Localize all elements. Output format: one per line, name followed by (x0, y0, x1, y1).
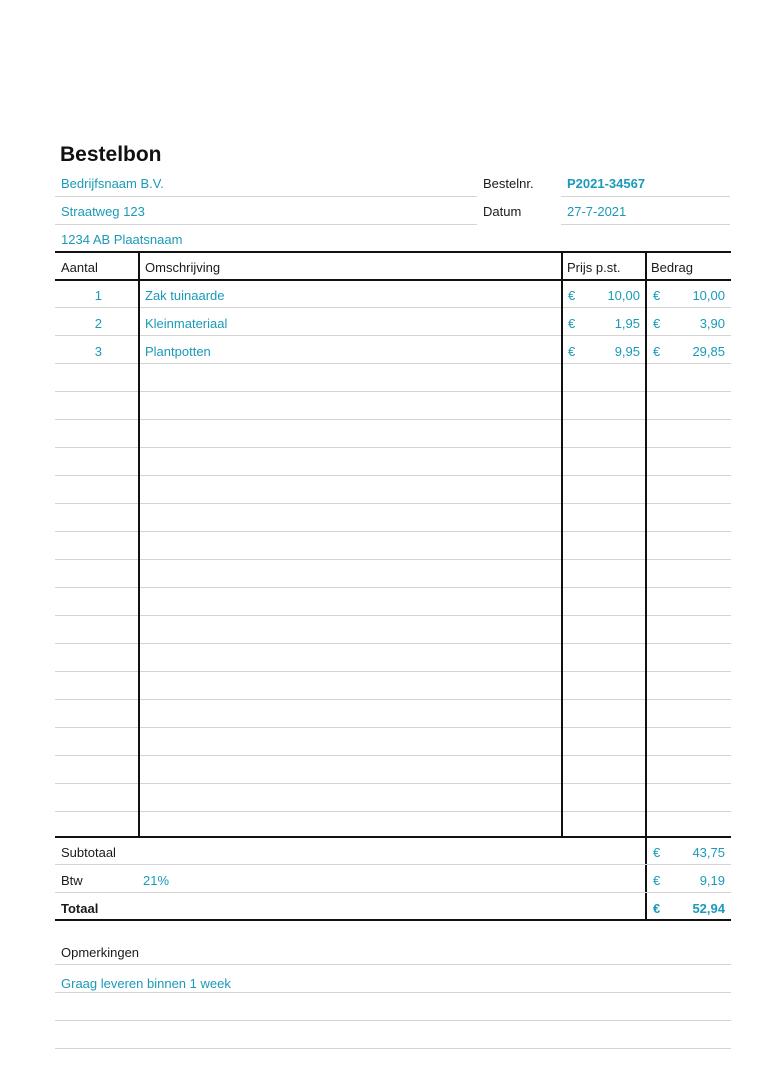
row-separator (55, 699, 731, 700)
currency-symbol: € (653, 288, 661, 303)
row-amount: 29,85 (692, 344, 725, 359)
row-separator (55, 671, 731, 672)
row-price: 9,95 (614, 344, 640, 359)
table-top-border (55, 251, 731, 253)
row-separator (55, 447, 731, 448)
table-header-border (55, 279, 731, 281)
row-description: Zak tuinaarde (145, 288, 225, 303)
divider (55, 892, 731, 893)
column-header-qty: Aantal (61, 260, 98, 275)
currency-symbol: € (653, 344, 661, 359)
row-separator (55, 307, 731, 308)
vat-label: Btw (61, 873, 83, 888)
company-street: Straatweg 123 (61, 204, 145, 219)
divider (55, 1048, 731, 1049)
column-border (561, 251, 563, 836)
row-qty: 1 (94, 288, 102, 303)
order-number-label: Bestelnr. (483, 176, 534, 191)
subtotal-label: Subtotaal (61, 845, 116, 860)
currency-symbol: € (653, 316, 661, 331)
row-separator (55, 559, 731, 560)
totals-bottom-border (55, 919, 731, 921)
totals-top-border (55, 836, 731, 838)
row-separator (55, 391, 731, 392)
column-border (645, 251, 647, 920)
currency-symbol: € (568, 288, 576, 303)
divider (55, 964, 731, 965)
row-separator (55, 783, 731, 784)
company-name: Bedrijfsnaam B.V. (61, 176, 164, 191)
total-value: 52,94 (692, 901, 725, 916)
currency-symbol: € (653, 873, 661, 888)
row-description: Kleinmateriaal (145, 316, 228, 331)
row-amount: 3,90 (699, 316, 725, 331)
total-label: Totaal (61, 901, 99, 916)
company-city: 1234 AB Plaatsnaam (61, 232, 183, 247)
row-separator (55, 755, 731, 756)
row-amount: 10,00 (692, 288, 725, 303)
row-separator (55, 335, 731, 336)
divider (561, 196, 730, 197)
vat-value: 9,19 (699, 873, 725, 888)
row-description: Plantpotten (145, 344, 211, 359)
remarks-text: Graag leveren binnen 1 week (61, 976, 231, 991)
row-separator (55, 587, 731, 588)
row-separator (55, 811, 731, 812)
row-price: 10,00 (607, 288, 640, 303)
row-separator (55, 503, 731, 504)
order-number-value: P2021-34567 (567, 176, 646, 191)
currency-symbol: € (568, 344, 576, 359)
row-qty: 3 (94, 344, 102, 359)
column-header-description: Omschrijving (145, 260, 221, 275)
row-separator (55, 531, 731, 532)
row-separator (55, 727, 731, 728)
row-qty: 2 (94, 316, 102, 331)
row-separator (55, 475, 731, 476)
divider (55, 992, 731, 993)
divider (561, 224, 730, 225)
date-value: 27-7-2021 (567, 204, 627, 219)
row-separator (55, 643, 731, 644)
divider (55, 224, 477, 225)
subtotal-value: 43,75 (692, 845, 725, 860)
remarks-label: Opmerkingen (61, 945, 140, 960)
row-separator (55, 615, 731, 616)
document-title: Bestelbon (60, 143, 162, 166)
column-border (138, 251, 140, 836)
row-price: 1,95 (614, 316, 640, 331)
vat-rate: 21% (143, 873, 170, 888)
row-separator (55, 419, 731, 420)
currency-symbol: € (653, 901, 661, 916)
column-header-amount: Bedrag (651, 260, 693, 275)
divider (55, 864, 731, 865)
currency-symbol: € (653, 845, 661, 860)
currency-symbol: € (568, 316, 576, 331)
date-label: Datum (483, 204, 522, 219)
divider (55, 196, 477, 197)
column-header-price: Prijs p.st. (567, 260, 621, 275)
divider (55, 1020, 731, 1021)
row-separator (55, 363, 731, 364)
